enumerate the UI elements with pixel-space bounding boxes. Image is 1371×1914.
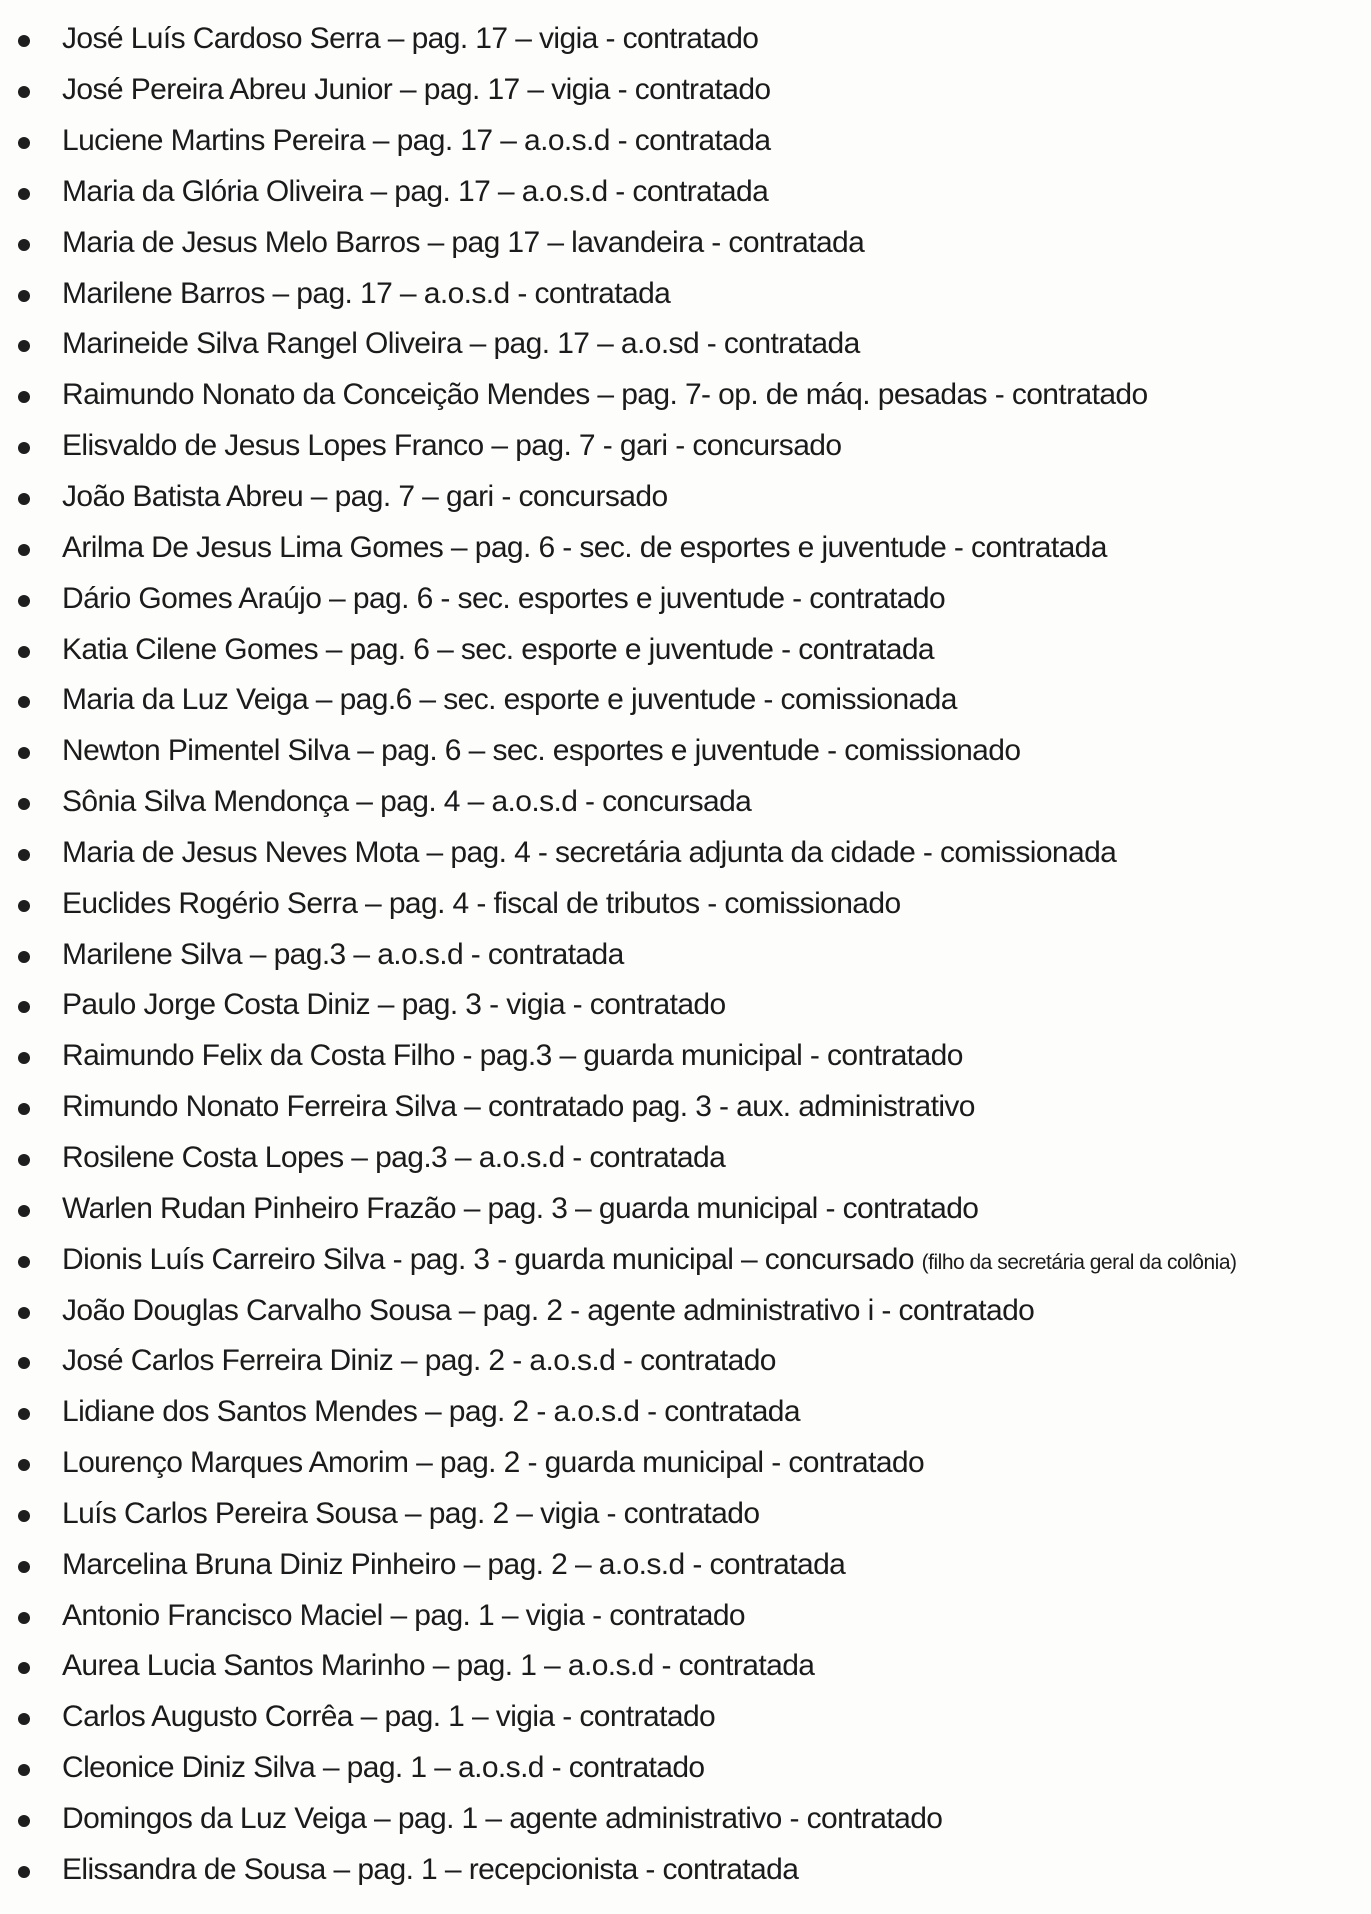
bullet-icon [18, 137, 30, 149]
list-item [0, 1082, 1371, 1133]
list-item-text [62, 887, 901, 921]
list-item [0, 65, 1371, 116]
list-item-text [62, 1344, 776, 1378]
list-item [0, 1844, 1371, 1895]
entry-text: Maria de Jesus Melo Barros – pag 17 – lavandeira - contratada [62, 225, 865, 259]
bullet-icon [18, 1408, 30, 1420]
entry-text: Rosilene Costa Lopes – pag.3 – a.o.s.d - contratada [62, 1140, 726, 1174]
bullet-icon [18, 951, 30, 963]
entry-text: Newton Pimentel Silva – pag. 6 – sec. esportes e juventude - comissionado [62, 734, 1021, 768]
list-item [0, 1031, 1371, 1082]
entry-text: Maria da Glória Oliveira – pag. 17 – a.o.s.d - contratada [62, 174, 769, 208]
bullet-icon [18, 1866, 30, 1878]
bullet-icon [18, 1561, 30, 1573]
list-item-text [62, 327, 860, 361]
list-item-text [62, 1395, 800, 1429]
list-item-text [62, 1141, 725, 1175]
list-item-text [62, 1192, 978, 1226]
bullet-icon [18, 696, 30, 708]
entry-text: Elisvaldo de Jesus Lopes Franco – pag. 7 - gari - concursado [62, 429, 842, 463]
list-item-text [62, 1548, 845, 1582]
entry-text: Lidiane dos Santos Mendes – pag. 2 - a.o.s.d - contratada [62, 1395, 800, 1429]
list-item [0, 878, 1371, 929]
list-item-text [62, 226, 864, 260]
list-item [0, 1488, 1371, 1539]
list-item [0, 1539, 1371, 1590]
list-item [0, 167, 1371, 218]
list-item [0, 116, 1371, 167]
bullet-icon [18, 1154, 30, 1166]
bullet-icon [18, 340, 30, 352]
entry-text: Luís Carlos Pereira Sousa – pag. 2 – vigia - contratado [62, 1496, 760, 1530]
bullet-icon [18, 442, 30, 454]
entry-text: José Carlos Ferreira Diniz – pag. 2 - a.o.s.d - contratado [62, 1344, 776, 1378]
entry-text: Arilma De Jesus Lima Gomes – pag. 6 - sec. de esportes e juventude - contratada [62, 530, 1107, 564]
list-item [0, 472, 1371, 523]
bullet-icon [18, 1459, 30, 1471]
list-item [0, 1641, 1371, 1692]
bullet-icon [18, 1256, 30, 1268]
entry-text: Maria da Luz Veiga – pag.6 – sec. esporte e juventude - comissionada [62, 683, 957, 717]
entry-text: Domingos da Luz Veiga – pag. 1 – agente administrativo - contratado [62, 1801, 943, 1835]
list-item [0, 217, 1371, 268]
list-item [0, 1590, 1371, 1641]
entry-text: Marilene Barros – pag. 17 – a.o.s.d - contratada [62, 276, 671, 310]
list-item [0, 777, 1371, 828]
list-item [0, 1692, 1371, 1743]
list-item [0, 1387, 1371, 1438]
bullet-icon [18, 1052, 30, 1064]
list-item [0, 1336, 1371, 1387]
list-item-text [62, 1090, 975, 1124]
list-item [0, 1133, 1371, 1184]
list-item-text [62, 1802, 942, 1836]
list-item-text [62, 1243, 1237, 1277]
list-item [0, 980, 1371, 1031]
list-item [0, 1743, 1371, 1794]
list-item [0, 726, 1371, 777]
entry-text: Maria de Jesus Neves Mota – pag. 4 - secretária adjunta da cidade - comissionada [62, 835, 1117, 869]
entry-text: Aurea Lucia Santos Marinho – pag. 1 – a.o.s.d - contratada [62, 1649, 815, 1683]
entry-text: Luciene Martins Pereira – pag. 17 – a.o.s.d - contratada [62, 124, 771, 158]
list-item-text [62, 1599, 745, 1633]
bullet-icon [18, 1103, 30, 1115]
entry-text: Marineide Silva Rangel Oliveira – pag. 17 – a.o.sd - contratada [62, 327, 860, 361]
entry-text: Cleonice Diniz Silva – pag. 1 – a.o.s.d - contratado [62, 1751, 705, 1785]
entry-text: Rimundo Nonato Ferreira Silva – contratado pag. 3 - aux. administrativo [62, 1090, 975, 1124]
list-item-text [62, 785, 751, 819]
entry-text: Antonio Francisco Maciel – pag. 1 – vigia - contratado [62, 1598, 745, 1632]
list-item-text [62, 277, 670, 311]
list-item-text [62, 1751, 705, 1785]
bullet-icon [18, 1612, 30, 1624]
bullet-icon [18, 1205, 30, 1217]
entry-text: João Batista Abreu – pag. 7 – gari - concursado [62, 480, 668, 514]
list-item-text [62, 480, 668, 514]
entry-text: José Pereira Abreu Junior – pag. 17 – vigia - contratado [62, 73, 771, 107]
list-item [0, 268, 1371, 319]
list-item [0, 624, 1371, 675]
bullet-icon [18, 900, 30, 912]
list-item-text [62, 429, 841, 463]
bullet-icon [18, 1764, 30, 1776]
bullet-icon [18, 1510, 30, 1522]
list-item-text [62, 531, 1107, 565]
entry-text: Euclides Rogério Serra – pag. 4 - fiscal de tributos - comissionado [62, 886, 901, 920]
list-item [0, 675, 1371, 726]
list-item [0, 929, 1371, 980]
list-item [0, 14, 1371, 65]
entry-text: Katia Cilene Gomes – pag. 6 – sec. esporte e juventude - contratada [62, 632, 935, 666]
entry-text: Marcelina Bruna Diniz Pinheiro – pag. 2 – a.o.s.d - contratada [62, 1547, 846, 1581]
bullet-icon [18, 188, 30, 200]
list-item-text [62, 1649, 814, 1683]
bullet-icon [18, 239, 30, 251]
entry-text: Dionis Luís Carreiro Silva - pag. 3 - guarda municipal – concursado [62, 1242, 914, 1276]
bullet-icon [18, 544, 30, 556]
entry-text: Paulo Jorge Costa Diniz – pag. 3 - vigia - contratado [62, 988, 726, 1022]
list-item-text [62, 1039, 963, 1073]
employee-list [0, 14, 1371, 1895]
list-item-text [62, 378, 1148, 412]
list-item-text [62, 73, 771, 107]
bullet-icon [18, 646, 30, 658]
bullet-icon [18, 595, 30, 607]
list-item [0, 828, 1371, 879]
list-item-text [62, 1497, 759, 1531]
list-item [0, 1285, 1371, 1336]
entry-text: Dário Gomes Araújo – pag. 6 - sec. esportes e juventude - contratado [62, 581, 946, 615]
bullet-icon [18, 86, 30, 98]
list-item-text [62, 124, 771, 158]
list-item-text [62, 1294, 1034, 1328]
list-item-text [62, 938, 624, 972]
entry-text: Carlos Augusto Corrêa – pag. 1 – vigia - contratado [62, 1700, 716, 1734]
entry-text: Warlen Rudan Pinheiro Frazão – pag. 3 – guarda municipal - contratado [62, 1191, 979, 1225]
bullet-icon [18, 1001, 30, 1013]
bullet-icon [18, 1713, 30, 1725]
bullet-icon [18, 290, 30, 302]
list-item-text [62, 633, 934, 667]
list-item-text [62, 734, 1020, 768]
list-item-text [62, 1700, 715, 1734]
list-item [0, 1794, 1371, 1845]
entry-text: Marilene Silva – pag.3 – a.o.s.d - contratada [62, 937, 624, 971]
list-item [0, 522, 1371, 573]
list-item [0, 421, 1371, 472]
list-item [0, 370, 1371, 421]
list-item-text [62, 1853, 798, 1887]
list-item-text [62, 683, 957, 717]
bullet-icon [18, 1357, 30, 1369]
list-item-text [62, 1446, 924, 1480]
list-item-text [62, 836, 1116, 870]
list-item [0, 1438, 1371, 1489]
list-item [0, 319, 1371, 370]
entry-text: João Douglas Carvalho Sousa – pag. 2 - agente administrativo i - contratado [62, 1293, 1035, 1327]
entry-text: José Luís Cardoso Serra – pag. 17 – vigia - contratado [62, 22, 759, 56]
list-item [0, 573, 1371, 624]
bullet-icon [18, 747, 30, 759]
bullet-icon [18, 391, 30, 403]
entry-text: Raimundo Felix da Costa Filho - pag.3 – guarda municipal - contratado [62, 1039, 963, 1073]
bullet-icon [18, 849, 30, 861]
bullet-icon [18, 798, 30, 810]
bullet-icon [18, 35, 30, 47]
list-item-text [62, 175, 768, 209]
entry-note: (filho da secretária geral da colônia) [921, 1250, 1237, 1274]
list-item [0, 1183, 1371, 1234]
list-item-text [62, 22, 758, 56]
bullet-icon [18, 1307, 30, 1319]
list-item-text [62, 582, 945, 616]
entry-text: Raimundo Nonato da Conceição Mendes – pag. 7- op. de máq. pesadas - contratado [62, 378, 1148, 412]
entry-text: Lourenço Marques Amorim – pag. 2 - guarda municipal - contratado [62, 1446, 925, 1480]
list-item [0, 1234, 1371, 1285]
entry-text: Elissandra de Sousa – pag. 1 – recepcionista - contratada [62, 1852, 799, 1886]
bullet-icon [18, 493, 30, 505]
entry-text: Sônia Silva Mendonça – pag. 4 – a.o.s.d - concursada [62, 785, 752, 819]
list-item-text [62, 988, 726, 1022]
bullet-icon [18, 1815, 30, 1827]
bullet-icon [18, 1662, 30, 1674]
